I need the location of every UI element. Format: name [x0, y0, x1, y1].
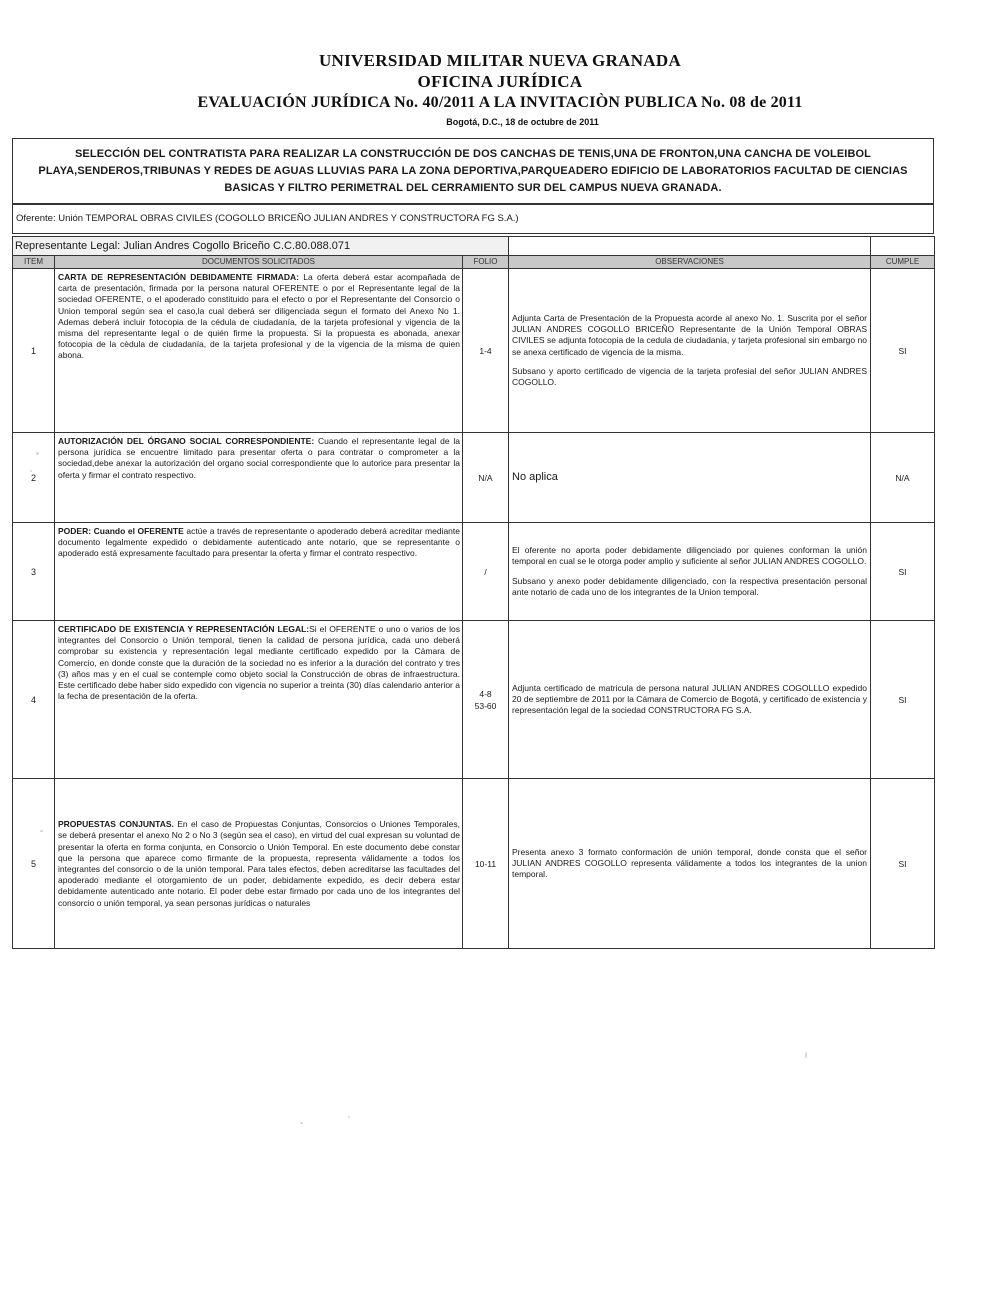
- requested-document: [55, 523, 463, 621]
- scan-speck: [30, 470, 32, 472]
- observation-paragraph: El oferente no aporta poder debidamente diligenciado por quienes conforman la unión temporal en cual se le otorga poder amplio y suficiente al señor JULIAN ANDRES COGOLLO.: [512, 545, 867, 567]
- oferente-line: Oferente: Unión TEMPORAL OBRAS CIVILES (COGOLLO BRICEÑO JULIAN ANDRES Y CONSTRUCTORA FG S.A.): [12, 204, 934, 234]
- item-number: 1: [13, 269, 55, 433]
- university-name: UNIVERSIDAD MILITAR NUEVA GRANADA: [318, 51, 682, 70]
- document-date: Bogotá, D.C., 18 de octubre de 2011: [446, 117, 599, 127]
- folio: /: [463, 523, 509, 621]
- document-title: AUTORIZACIÓN DEL ÓRGANO SOCIAL CORRESPONDIENTE:: [58, 436, 315, 446]
- scan-speck: [40, 830, 43, 832]
- item-number: 5: [13, 779, 55, 949]
- document-description: La oferta deberá estar acompañada de carta de presentación, firmada por la persona natural OFERENTE o por el Representante legal de la sociedad OFERENTE, o el apoderado constituido para el efecto o por el Representante del Consorcio o Union temporal según sea el caso,la cual deberá ser diligenciada segun el formato del Anexo No 1. Ademas deberá incluir fotocopia de la cédula de ciudadanía, de la tarjeta profesional y vigencia de la misma del representante legal o de quién firme la propuesta. Si la propuesta es abonada, anexar fotocopia de la cèdula de ciudadanía, de la tarjeta profesional y de la vigencia de la misma de quien abona.: [58, 272, 461, 361]
- document-title: CARTA DE REPRESENTACIÓN DEBIDAMENTE FIRMADA:: [58, 272, 299, 282]
- evaluation-title: EVALUACIÓN JURÍDICA No. 40/2011 A LA INVITACIÒN PUBLICA No. 08 de 2011: [197, 94, 803, 111]
- observation-paragraph: No aplica: [512, 470, 558, 483]
- document-description: Si el OFERENTE o uno o varios de los integrantes del Consorcio o Unión temporal, tienen la calidad de persona jurídica, cada uno deberá comprobar su existencia y representación legal mediante certificado expedido por la Cámara de Comercio, en donde conste que la duración de la sociedad no es inferior a la duración del contrato y tres (3) años mas y en el cual se contemple como objeto social la Construcción de obras de infraestructura. Este certificado debe haber sido expedido con vigencia no superior a treinta (30) días calendario anterior a la fecha de presentación de la oferta.: [58, 624, 460, 702]
- observation-paragraph: Subsano y aporto certificado de vigencia de la tarjeta profesial del señor JULIAN ANDRES COGOLLO.: [512, 365, 867, 387]
- folio: 10-11: [463, 779, 509, 949]
- table-row: [13, 433, 935, 523]
- table-row: [13, 621, 935, 779]
- legal-representative: Representante Legal: Julian Andres Cogollo Briceño C.C.80.088.071: [13, 237, 509, 256]
- document-title: PROPUESTAS CONJUNTAS.: [58, 819, 174, 830]
- observation-paragraph: Adjunta certificado de matricula de persona natural JULIAN ANDRES COGOLLLO expedido 20 de septiembre de 2011 por la Cámara de Comercio de Bogotá, y certificado de existencia y representación legal de la sociedad CONSTRUCTORA FG S.A.: [512, 682, 867, 716]
- folio: 4-8 53-60: [463, 621, 509, 779]
- table-row: [13, 269, 935, 433]
- document-description: En el caso de Propuestas Conjuntas, Consorcios o Uniones Temporales, se deberá presentar el anexo No 2 o No 3 (según sea el caso), en virtud del cual expresan su voluntad de presentar la oferta en forma conjunta, en Consorcio o Unión Temporal. En este documento debe constar que la persona que aparece como firmante de la propuesta, representa válidamente a todos los integrantes del consorcio o de la unión temporal. Para tales efectos, deben acreditarse las facultades del apoderado mediante el otorgamiento de un poder, debidamente expedido, es decir debera estar debidamente autenticado ante notario. El poder debe estar firmado por cada uno de los integrantes del consorcio o unión temporal, ya sean personas jurídicas o naturales: [58, 819, 460, 908]
- item-number: 2: [13, 433, 55, 523]
- document-header: [0, 50, 1000, 129]
- column-header-documents: DOCUMENTOS SOLICITADOS: [55, 256, 463, 269]
- representative-blank-cell: [871, 237, 935, 256]
- observations: [509, 433, 871, 523]
- requested-document: [55, 779, 463, 949]
- table-row: [13, 779, 935, 949]
- observation-paragraph: Presenta anexo 3 formato conformación de unión temporal, donde consta que el señor JULIAN ANDRES COGOLLO representa válidamente a todos los integrantes de la union temporal.: [512, 846, 867, 880]
- representative-blank-cell: [509, 237, 871, 256]
- column-header-item: ITEM: [13, 256, 55, 269]
- document-title: PODER: Cuando el OFERENTE: [58, 526, 184, 536]
- cumple-status: SI: [871, 523, 935, 621]
- office-name: OFICINA JURÍDICA: [417, 72, 583, 91]
- table-row: [13, 523, 935, 621]
- observations: [509, 269, 871, 433]
- folio: 1-4: [463, 269, 509, 433]
- requested-document: [55, 621, 463, 779]
- document-description: Cuando el representante legal de la persona jurídica se encuentre limitado para presentar oferta o para contratar o comprometer a la sociedad,debe anexar la autorización del organo social correspondiente que lo autorice para presentar la oferta y firmar el contrato respectivo.: [58, 436, 460, 480]
- cumple-status: SI: [871, 269, 935, 433]
- document-description: actúe a través de representante o apoderado deberá acreditar mediante documento legalmente expedido o debidamente autenticado ante notario, que se representante o apoderado está expresamente facultado para presentar la oferta y firmar el contrato respectivo.: [58, 526, 460, 559]
- requested-document: [55, 433, 463, 523]
- column-header-cumple: CUMPLE: [871, 256, 935, 269]
- observation-paragraph: Adjunta Carta de Presentación de la Propuesta acorde al anexo No. 1. Suscrita por el señor JULIAN ANDRES COGOLLO BRICEÑO Representante de la Unión Temporal OBRAS CIVILES se adjunta fotocopia de la cedula de ciudadania, y tarjeta profesional sin embargo no se anexa certificado de vigencia de la misma.: [512, 312, 867, 357]
- observations: [509, 779, 871, 949]
- scan-speck: [348, 1116, 350, 1118]
- cumple-status: N/A: [871, 433, 935, 523]
- column-header-folio: FOLIO: [463, 256, 509, 269]
- cumple-status: SI: [871, 621, 935, 779]
- observations: [509, 621, 871, 779]
- scan-speck: [300, 1122, 303, 1124]
- document-title: CERTIFICADO DE EXISTENCIA Y REPRESENTACIÓN LEGAL:: [58, 624, 310, 634]
- representative-row: [13, 237, 935, 256]
- column-header-observations: OBSERVACIONES: [509, 256, 871, 269]
- requested-document: [55, 269, 463, 433]
- scan-speck: [805, 1052, 807, 1058]
- folio: N/A: [463, 433, 509, 523]
- evaluation-table: [12, 236, 935, 949]
- observation-paragraph: Subsano y anexo poder debidamente diligenciado, con la respectiva presentación personal ante notario de cada uno de los integrantes de la Union temporal.: [512, 575, 867, 597]
- selection-description: SELECCIÓN DEL CONTRATISTA PARA REALIZAR LA CONSTRUCCIÓN DE DOS CANCHAS DE TENIS,UNA DE FRONTON,UNA CANCHA DE VOLEIBOL PLAYA,SENDEROS,TRIBUNAS Y REDES DE AGUAS LLUVIAS PARA LA ZONA DEPORTIVA,PARQUEADERO EDIFICIO DE LABORATORIOS FACULTAD DE CIENCIAS BASICAS Y FILTRO PERIMETRAL DEL CERRAMIENTO SUR DEL CAMPUS NUEVA GRANADA.: [12, 138, 934, 204]
- table-header-row: [13, 256, 935, 269]
- observations: [509, 523, 871, 621]
- item-number: 3: [13, 523, 55, 621]
- cumple-status: SI: [871, 779, 935, 949]
- item-number: 4: [13, 621, 55, 779]
- scan-speck: [36, 452, 39, 455]
